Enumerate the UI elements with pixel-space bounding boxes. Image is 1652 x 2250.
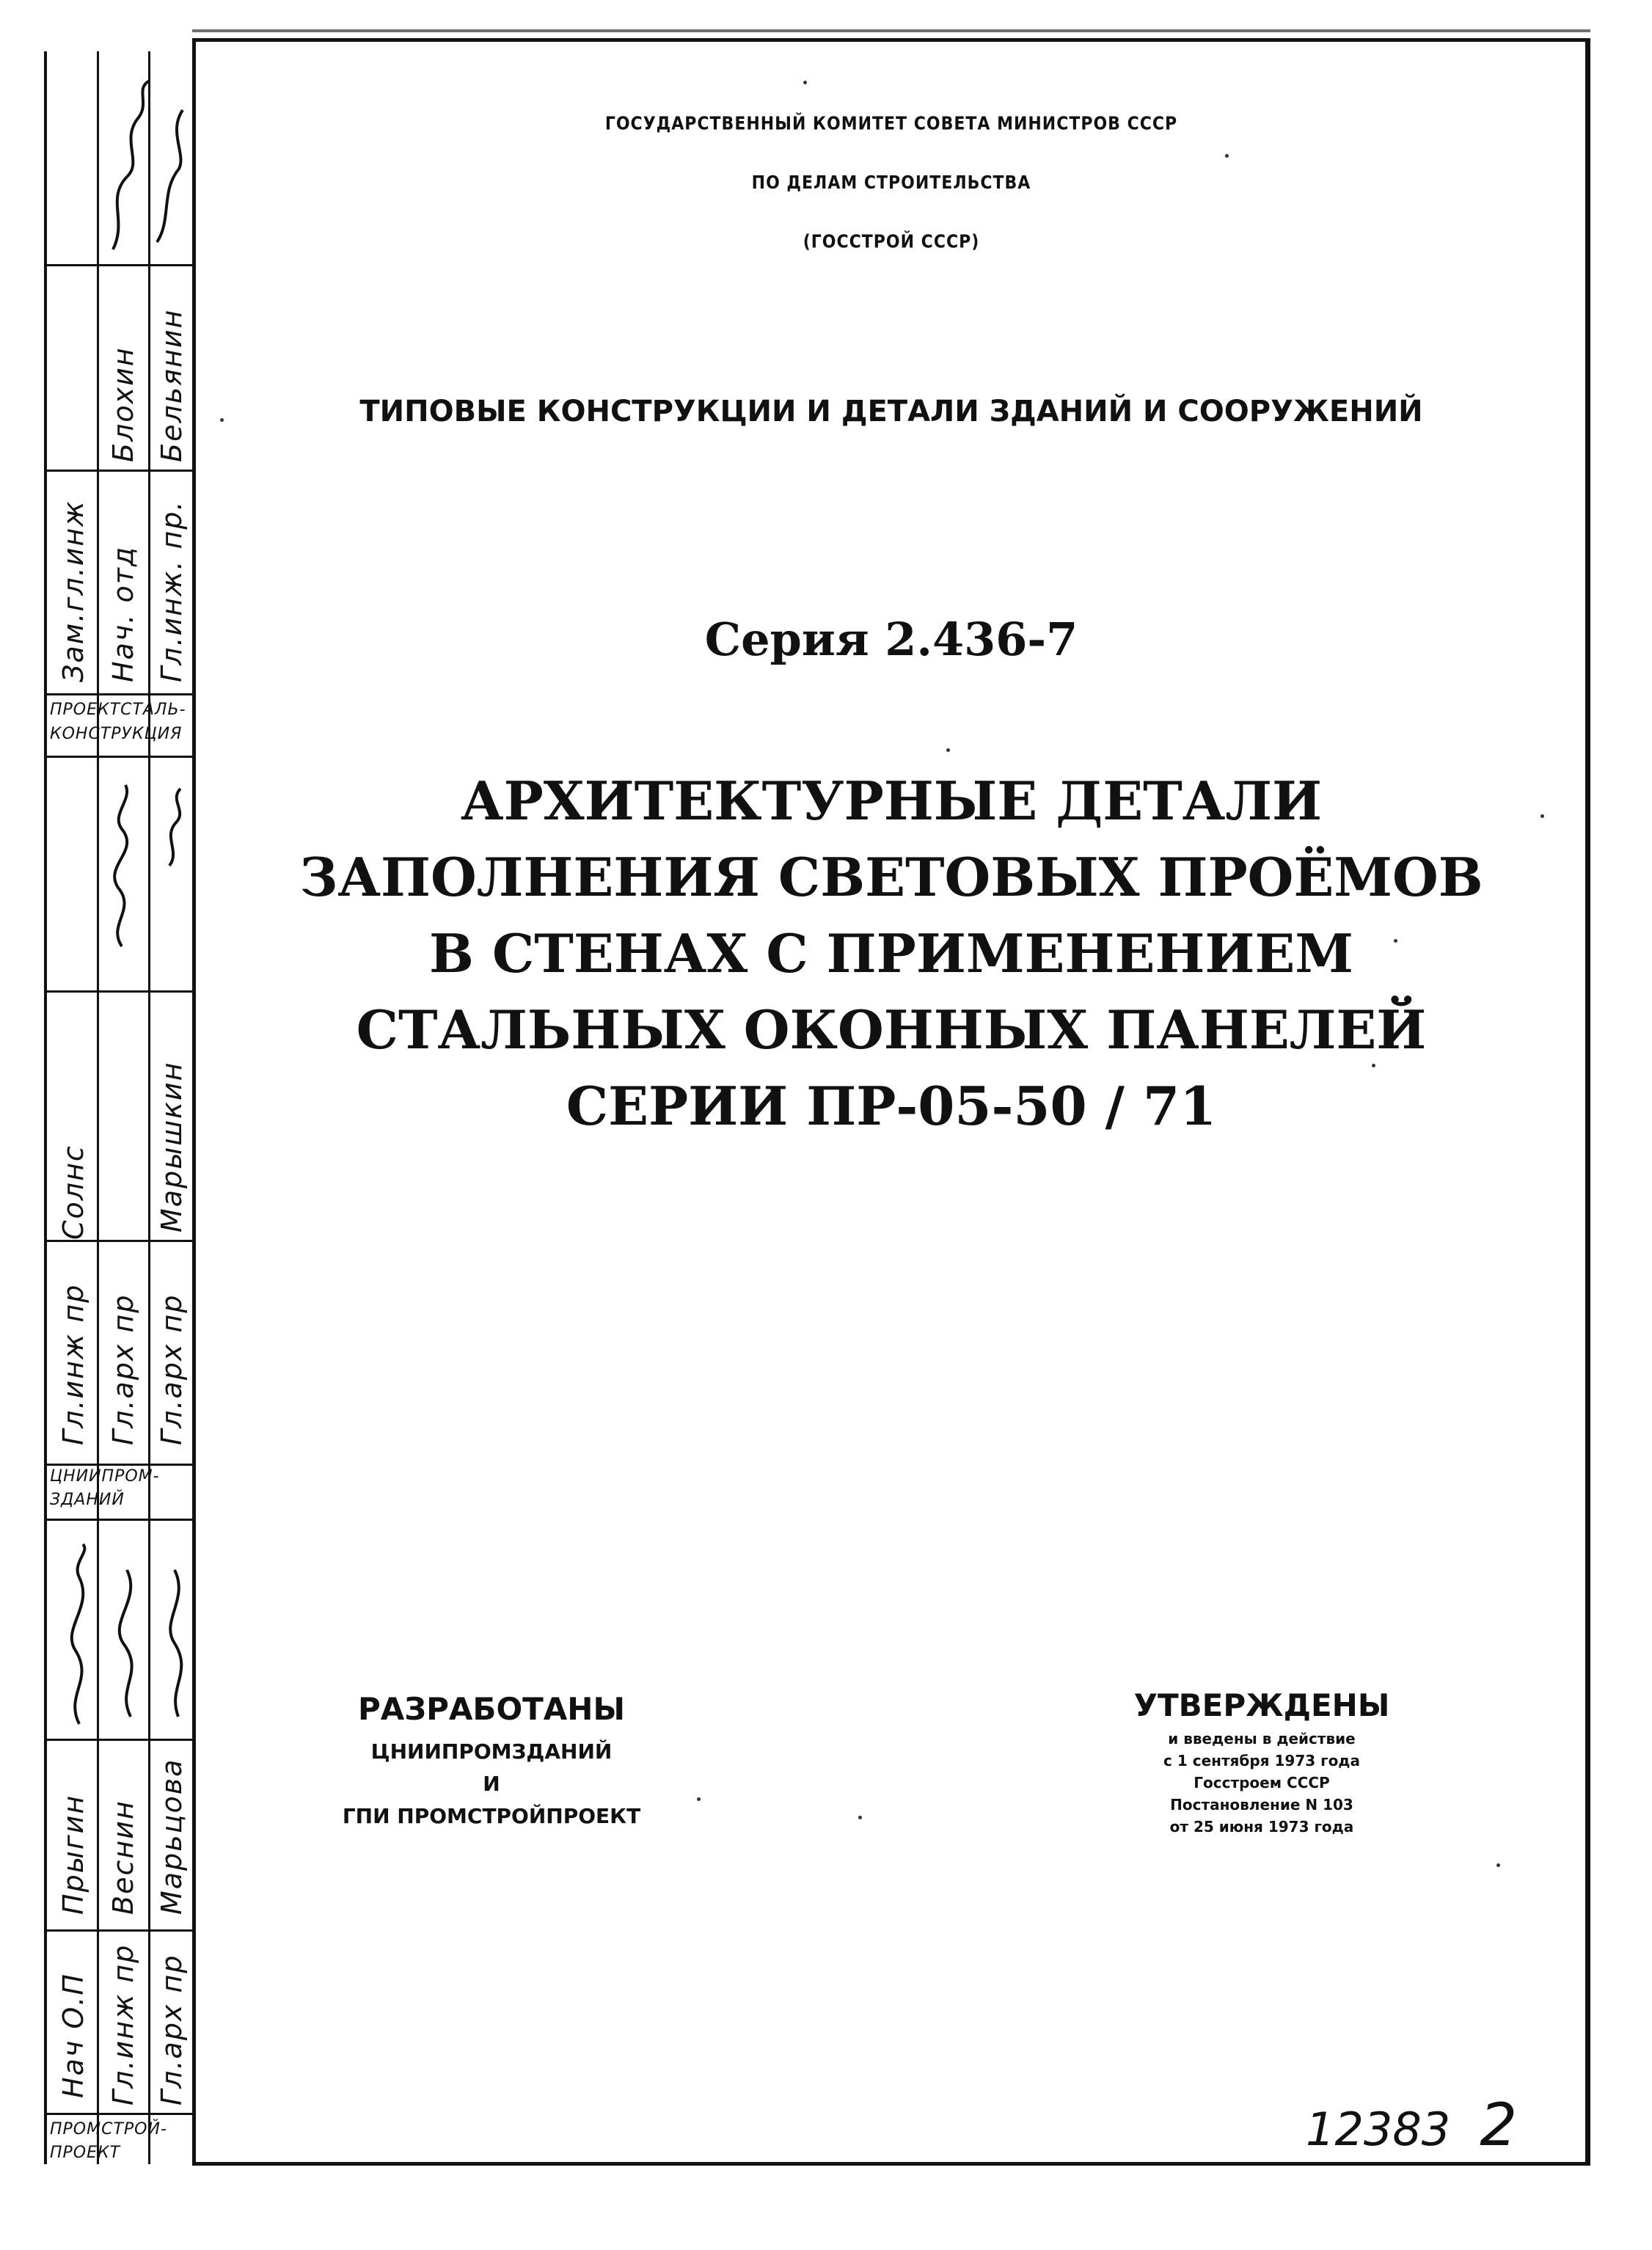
strip-row-divider [47,1240,192,1242]
signature-mark [100,778,195,961]
stamp-name: Марышкин [156,1061,188,1232]
approval-stamp-strip [44,51,192,2164]
approved-heading: УТВЕРЖДЕНЫ [1133,1687,1390,1723]
approved-line: Госстроем СССР [1194,1774,1330,1791]
strip-row-divider [47,693,192,695]
scan-speck [220,418,224,422]
approved-line: с 1 сентября 1973 года [1163,1752,1360,1769]
approved-block [1100,1687,1423,1838]
collection-heading: ТИПОВЫЕ КОНСТРУКЦИИ И ДЕТАЛИ ЗДАНИЙ И СООРУЖЕНИЙ [359,395,1423,428]
top-rule [192,29,1590,32]
title-line-1: АРХИТЕКТУРНЫЕ ДЕТАЛИ [460,770,1323,832]
inventory-number: 12383 [1306,2103,1451,2156]
sheet-number: 2 [1480,2091,1518,2159]
strip-row-divider [47,264,192,266]
strip-row-divider [47,1519,192,1521]
developer-org-1: ЦНИИПРОМЗДАНИЙ [370,1739,613,1764]
strip-divider [148,51,150,2164]
strip-row-divider [47,2113,192,2115]
title-line-3: В СТЕНАХ С ПРИМЕНЕНИЕМ [429,922,1353,985]
stamp-role: Гл.арх пр [156,1954,188,2105]
agency-line-2: ПО ДЕЛАМ СТРОИТЕЛЬСТВА [751,172,1031,194]
stamp-role: Гл.инж пр [107,1943,139,2105]
scan-speck [1372,1064,1375,1067]
approved-line: от 25 июня 1973 года [1169,1818,1354,1836]
signature-mark [50,1541,197,1731]
stamp-role: Солнс [57,1144,89,1240]
strip-row-divider [47,470,192,472]
strip-divider [97,51,99,2164]
stamp-name: Веснин [107,1800,139,1915]
stamp-role: Гл.арх пр [156,1293,188,1445]
approved-line: Постановление N 103 [1170,1796,1353,1813]
strip-row-divider [47,1739,192,1741]
developed-heading: РАЗРАБОТАНЫ [358,1691,625,1727]
strip-row-divider [47,756,192,758]
stamp-role: Прыгин [57,1794,89,1915]
stamp-name: Бельянин [156,308,188,462]
stamp-name: Блохин [107,346,139,462]
strip-row-divider [47,990,192,993]
scan-speck [1225,154,1229,158]
document-title [192,763,1590,1144]
stamp-org: ЗДАНИЙ [50,1491,125,1509]
scan-speck [1540,814,1544,818]
stamp-role: Зам.гл.инж [57,500,89,682]
agency-header [192,95,1590,272]
scan-speck [946,748,950,752]
scan-speck [1394,939,1397,943]
strip-row-divider [47,1929,192,1932]
stamp-role: Гл.инж пр [57,1283,89,1445]
developer-org-2: ГПИ ПРОМСТРОЙПРОЕКТ [342,1804,641,1828]
stamp-role: Гл.арх пр [107,1293,139,1445]
scan-speck [1496,1863,1500,1867]
stamp-org: ЦНИИПРОМ- [50,1467,160,1486]
scan-speck [858,1816,862,1819]
developed-by-block [279,1691,704,1833]
stamp-name: Марьцова [156,1758,188,1915]
stamp-org: ПРОЕКТ [50,2144,121,2162]
stamp-org: ПРОМСТРОЙ- [50,2120,167,2138]
title-line-2: ЗАПОЛНЕНИЯ СВЕТОВЫХ ПРОЁМОВ [299,846,1483,908]
stamp-org: ПРОЕКТСТАЛЬ- [50,701,186,719]
scan-speck [803,81,807,84]
stamp-role: Нач. отд [107,545,139,682]
agency-line-1: ГОСУДАРСТВЕННЫЙ КОМИТЕТ СОВЕТА МИНИСТРОВ СССР [604,113,1178,135]
series-number: Серия 2.436-7 [704,613,1078,666]
approved-line: и введены в действие [1168,1730,1356,1747]
agency-line-3: (ГОССТРОЙ СССР) [803,231,980,253]
strip-row-divider [47,1464,192,1466]
signature-mark [98,73,194,257]
scan-speck [697,1797,701,1801]
stamp-role: Нач О.П [57,1973,89,2098]
document-number [1306,2091,1517,2159]
stamp-role: Гл.инж. пр. [156,500,188,682]
title-line-5: СЕРИИ ПР-05-50 / 71 [566,1075,1217,1137]
developer-conjunction: И [483,1772,500,1796]
stamp-org: КОНСТРУКЦИЯ [50,725,183,743]
title-line-4: СТАЛЬНЫХ ОКОННЫХ ПАНЕЛЕЙ [356,998,1427,1061]
